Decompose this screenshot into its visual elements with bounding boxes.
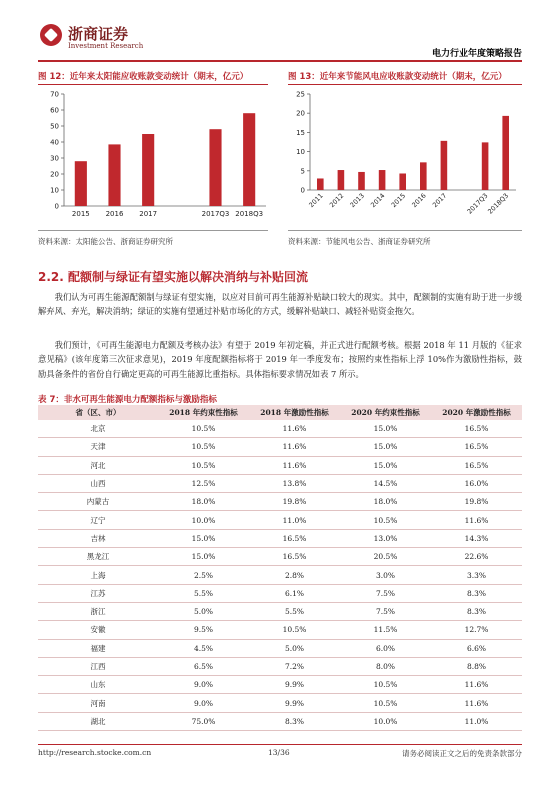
table-row [38,621,522,639]
table-cell-value: 3.3% [431,566,522,584]
table-cell-value: 16.0% [431,474,522,492]
table-cell-value: 4.5% [158,639,249,657]
report-type: 电力行业年度策略报告 [431,49,522,59]
section-title: 2.2. 配额制与绿证有望实施以解决消纳与补贴回流 [38,270,308,284]
figure-13-chart [288,86,522,226]
bar [108,144,120,206]
figure-12-chart [38,86,272,226]
table-cell-value: 11.6% [431,694,522,712]
table-cell-value: 15.0% [158,548,249,566]
x-tick-label: 2016 [105,210,124,218]
table-cell-value: 15.0% [340,438,431,456]
table-row [38,676,522,694]
table-cell-value: 12.5% [158,474,249,492]
y-tick-label: 30 [50,154,59,163]
figure-12-caption: 图 12：近年来太阳能应收账款变动统计（期末，亿元） [38,72,249,82]
y-tick-label: 10 [296,148,305,157]
table-header-cell: 省（区、市） [38,405,158,420]
y-tick-label: 0 [300,186,305,195]
table-cell-value: 9.0% [158,676,249,694]
table-cell-value: 10.5% [158,420,249,438]
table-row [38,639,522,657]
table-cell-value: 11.0% [249,511,340,529]
table-cell-value: 10.5% [340,694,431,712]
bar [502,116,509,190]
bar [399,173,406,190]
table-cell-region: 山东 [38,676,158,694]
table-cell-value: 75.0% [158,712,249,730]
table-cell-value: 8.3% [431,602,522,620]
table-cell-value: 10.5% [340,511,431,529]
bar [420,162,427,190]
table-cell-value: 10.0% [340,712,431,730]
logo-subtitle: Investment Research [68,42,144,50]
table-cell-region: 上海 [38,566,158,584]
table-header-cell: 2018 年激励性指标 [249,405,340,420]
table-cell-value: 5.5% [249,602,340,620]
table-cell-value: 9.0% [158,694,249,712]
bar [317,178,324,190]
table-cell-region: 河南 [38,694,158,712]
table-cell-region: 辽宁 [38,511,158,529]
table-cell-value: 11.5% [340,621,431,639]
figure-12-rule [38,84,268,85]
table-cell-region: 福建 [38,639,158,657]
quota-table [38,405,522,731]
table-cell-region: 河北 [38,456,158,474]
table-cell-value: 8.0% [340,657,431,675]
table-cell-value: 16.5% [431,456,522,474]
table-cell-region: 天津 [38,438,158,456]
table-cell-value: 7.5% [340,602,431,620]
table-cell-region: 江苏 [38,584,158,602]
table-cell-value: 13.0% [340,529,431,547]
y-tick-label: 5 [300,167,305,176]
table-cell-value: 6.0% [340,639,431,657]
table-row [38,420,522,438]
table-cell-value: 13.8% [249,474,340,492]
y-tick-label: 10 [50,186,59,195]
table-cell-value: 9.9% [249,676,340,694]
footer-url[interactable]: http://research.stocke.com.cn [38,748,152,757]
bar [142,134,154,206]
table-cell-value: 3.0% [340,566,431,584]
table-row [38,548,522,566]
table-cell-value: 16.5% [431,438,522,456]
table-cell-value: 14.5% [340,474,431,492]
x-tick-label: 2018Q3 [235,210,264,218]
table-cell-value: 10.0% [158,511,249,529]
table-cell-region: 黑龙江 [38,548,158,566]
table-cell-value: 5.5% [158,584,249,602]
table-row [38,712,522,730]
table-caption: 表 7：非水可再生能源电力配额指标与激励指标 [38,395,217,405]
table-cell-value: 8.3% [249,712,340,730]
table-cell-region: 浙江 [38,602,158,620]
table-cell-region: 北京 [38,420,158,438]
figure-13-caption: 图 13：近年来节能风电应收账款变动统计（期末，亿元） [288,72,507,82]
bar [338,170,345,190]
table-cell-value: 14.3% [431,529,522,547]
table-cell-value: 6.6% [431,639,522,657]
table-row [38,474,522,492]
footer-disclaimer: 请务必阅读正文之后的免责条款部分 [402,749,522,758]
bar [358,172,365,190]
y-tick-label: 0 [54,202,59,211]
table-row [38,493,522,511]
footer-divider [38,744,522,745]
y-tick-label: 40 [50,138,59,147]
table-cell-value: 9.9% [249,694,340,712]
table-row [38,456,522,474]
table-cell-value: 11.0% [431,712,522,730]
table-cell-value: 11.6% [249,438,340,456]
x-tick-label: 2015 [71,210,90,218]
table-cell-value: 9.5% [158,621,249,639]
table-cell-value: 20.5% [340,548,431,566]
x-tick-label: 2014 [369,191,387,210]
figure-13-source: 资料来源：节能风电公告、浙商证券研究所 [288,237,431,246]
table-cell-value: 7.5% [340,584,431,602]
table-cell-region: 内蒙古 [38,493,158,511]
table-cell-value: 15.0% [340,420,431,438]
table-cell-region: 吉林 [38,529,158,547]
figure-12-source: 资料来源：太阳能公告、浙商证券研究所 [38,237,173,246]
table-cell-value: 2.8% [249,566,340,584]
table-row [38,529,522,547]
table-cell-value: 15.0% [158,529,249,547]
table-row [38,566,522,584]
table-row [38,584,522,602]
bar [75,161,87,206]
header-divider [38,60,522,62]
table-cell-region: 山西 [38,474,158,492]
table-cell-value: 18.0% [158,493,249,511]
x-tick-label: 2013 [348,191,366,210]
bar [379,170,386,190]
table-row [38,694,522,712]
table-cell-value: 6.5% [158,657,249,675]
y-tick-label: 50 [50,122,59,131]
table-cell-value: 16.5% [249,529,340,547]
table-cell-value: 11.6% [249,420,340,438]
table-header-cell: 2020 年约束性指标 [340,405,431,420]
table-row [38,511,522,529]
table-cell-value: 5.0% [158,602,249,620]
y-tick-label: 70 [50,90,59,99]
table-cell-value: 7.2% [249,657,340,675]
x-tick-label: 2011 [307,191,325,210]
table-header-cell: 2020 年激励性指标 [431,405,522,420]
figure-12-source-rule [38,230,268,231]
table-cell-value: 15.0% [340,456,431,474]
table-header-row [38,405,522,420]
table-row [38,438,522,456]
bar [441,141,448,190]
logo-icon [40,24,62,46]
y-tick-label: 20 [50,170,59,179]
table-cell-value: 6.1% [249,584,340,602]
table-cell-value: 19.8% [249,493,340,511]
table-cell-value: 16.5% [249,548,340,566]
table-cell-region: 安徽 [38,621,158,639]
table-cell-value: 11.6% [431,511,522,529]
x-tick-label: 2017Q3 [465,191,490,216]
x-tick-label: 2017 [430,191,449,210]
table-cell-value: 19.8% [431,493,522,511]
table-cell-value: 12.7% [431,621,522,639]
x-tick-label: 2012 [327,191,346,210]
table-cell-value: 11.6% [431,676,522,694]
logo-name: 浙商证券 [68,25,129,43]
x-tick-label: 2016 [410,191,428,210]
table-header-cell: 2018 年约束性指标 [158,405,249,420]
y-tick-label: 25 [296,90,305,99]
paragraph-1: 我们认为可再生能源配额制与绿证有望实施，以应对目前可再生能源补贴缺口较大的现实。其中，配额制的实施有助于进一步缓解弃风、弃光，解决消纳；绿证的实施有望通过补贴市场化的方式，缓解补贴缺口、减轻补贴资金拖欠。 [38,292,522,317]
x-tick-label: 2015 [389,191,408,210]
table-row [38,602,522,620]
x-tick-label: 2018Q3 [486,191,511,216]
figure-13-source-rule [288,230,522,231]
x-tick-label: 2017Q3 [201,210,230,218]
table-cell-value: 22.6% [431,548,522,566]
table-row [38,657,522,675]
y-tick-label: 60 [50,106,59,115]
table-cell-value: 10.5% [249,621,340,639]
table-cell-value: 11.6% [249,456,340,474]
y-tick-label: 20 [296,109,305,118]
page-number: 13/36 [268,748,290,757]
table-cell-value: 10.5% [158,438,249,456]
page-header [38,20,522,60]
table-cell-value: 2.5% [158,566,249,584]
table-cell-region: 湖北 [38,712,158,730]
table-cell-region: 江西 [38,657,158,675]
y-tick-label: 15 [296,128,305,137]
bar [243,113,255,206]
table-cell-value: 8.3% [431,584,522,602]
table-cell-value: 8.8% [431,657,522,675]
figure-13-rule [288,84,522,85]
table-cell-value: 10.5% [158,456,249,474]
table-cell-value: 10.5% [340,676,431,694]
bar [482,142,489,190]
table-cell-value: 18.0% [340,493,431,511]
table-cell-value: 5.0% [249,639,340,657]
x-tick-label: 2017 [139,210,158,218]
bar [209,129,221,206]
table-cell-value: 16.5% [431,420,522,438]
paragraph-2: 我们预计，《可再生能源电力配额及考核办法》有望于 2019 年初定稿，并正式进行配额考核。根据 2018 年 11 月版的《征求意见稿》(该年度第三次征求意见)，2019 年度配额指标将于 2019 年一季度发布；按照约束性指标上浮 10%作为激励性指标，鼓励具备条件的省份自行确定更高的可再生能源比重指标。具体指标要求情况如表 7 所示。 [38,340,522,379]
